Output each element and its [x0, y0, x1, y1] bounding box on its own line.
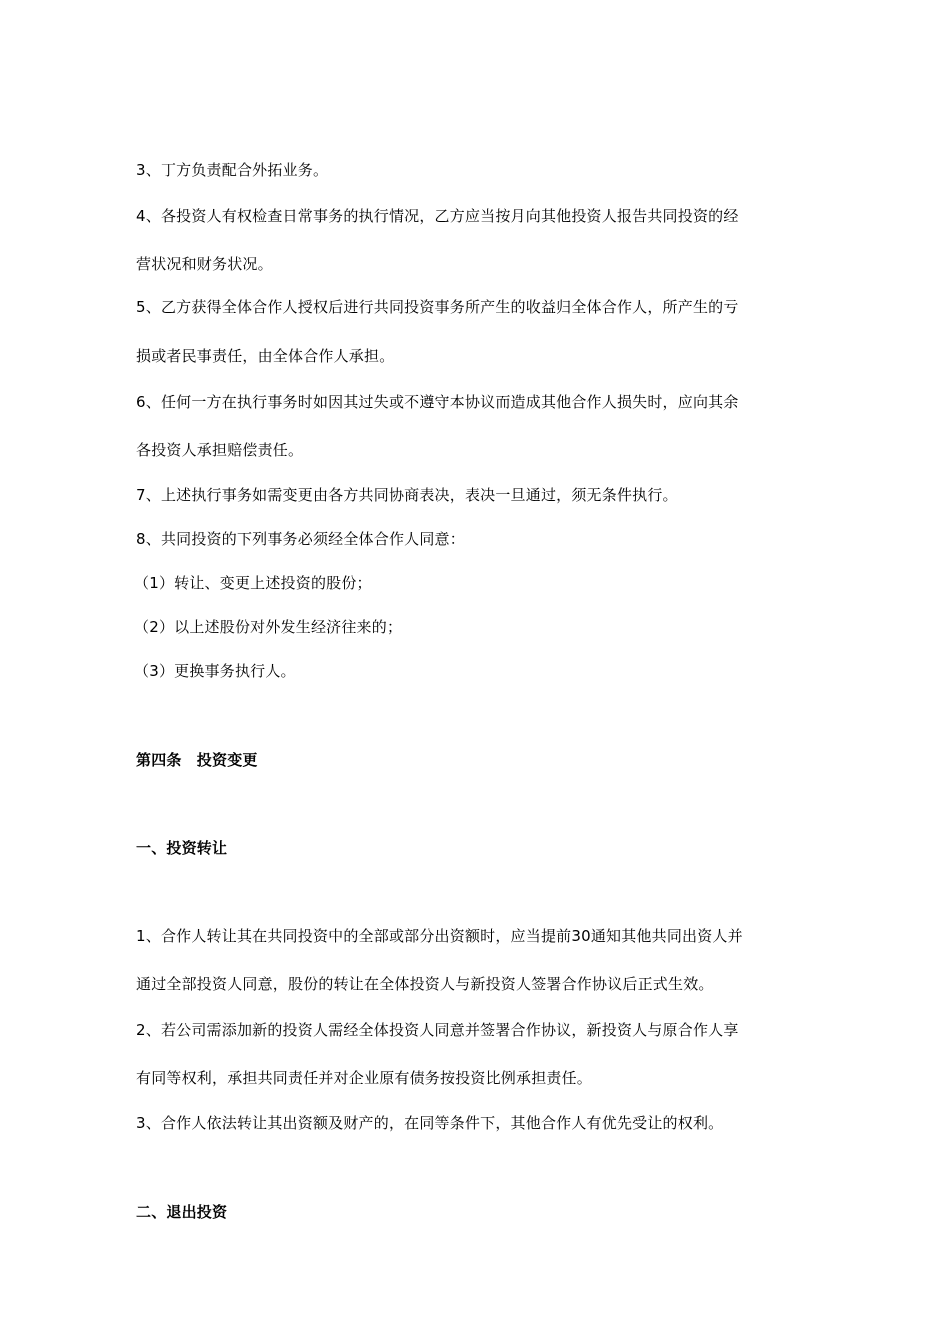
paragraph-line: 3、合作人依法转让其出资额及财产的，在同等条件下，其他合作人有优先受让的权利。: [136, 1114, 724, 1132]
paragraph-line: 5、乙方获得全体合作人授权后进行共同投资事务所产生的收益归全体合作人，所产生的亏: [136, 298, 739, 316]
paragraph-line: 通过全部投资人同意，股份的转让在全体投资人与新投资人签署合作协议后正式生效。: [136, 975, 714, 993]
paragraph-line: 7、上述执行事务如需变更由各方共同协商表决，表决一旦通过，须无条件执行。: [136, 486, 678, 504]
paragraph-line: 8、共同投资的下列事务必须经全体合作人同意：: [136, 530, 465, 548]
paragraph-line: 有同等权利，承担共同责任并对企业原有债务按投资比例承担责任。: [136, 1069, 593, 1087]
paragraph-line: 2、若公司需添加新的投资人需经全体投资人同意并签署合作协议，新投资人与原合作人享: [136, 1021, 739, 1039]
paragraph-line: 损或者民事责任，由全体合作人承担。: [136, 347, 395, 365]
list-item: （3）更换事务执行人。: [134, 662, 296, 680]
paragraph-line: 1、合作人转让其在共同投资中的全部或部分出资额时，应当提前30通知其他共同出资人并: [136, 927, 743, 945]
paragraph-line: 6、任何一方在执行事务时如因其过失或不遵守本协议而造成其他合作人损失时，应向其余: [136, 393, 739, 411]
list-item: （1）转让、变更上述投资的股份；: [134, 574, 372, 592]
paragraph-line: 营状况和财务状况。: [136, 255, 273, 273]
article-heading: 第四条 投资变更: [136, 751, 258, 769]
section-heading: 二、退出投资: [136, 1203, 228, 1221]
section-heading: 一、投资转让: [136, 839, 228, 857]
paragraph-line: 4、各投资人有权检查日常事务的执行情况，乙方应当按月向其他投资人报告共同投资的经: [136, 207, 739, 225]
paragraph-line: 各投资人承担赔偿责任。: [136, 441, 304, 459]
paragraph-line: 3、丁方负责配合外拓业务。: [136, 161, 329, 179]
list-item: （2）以上述股份对外发生经济往来的；: [134, 618, 403, 636]
